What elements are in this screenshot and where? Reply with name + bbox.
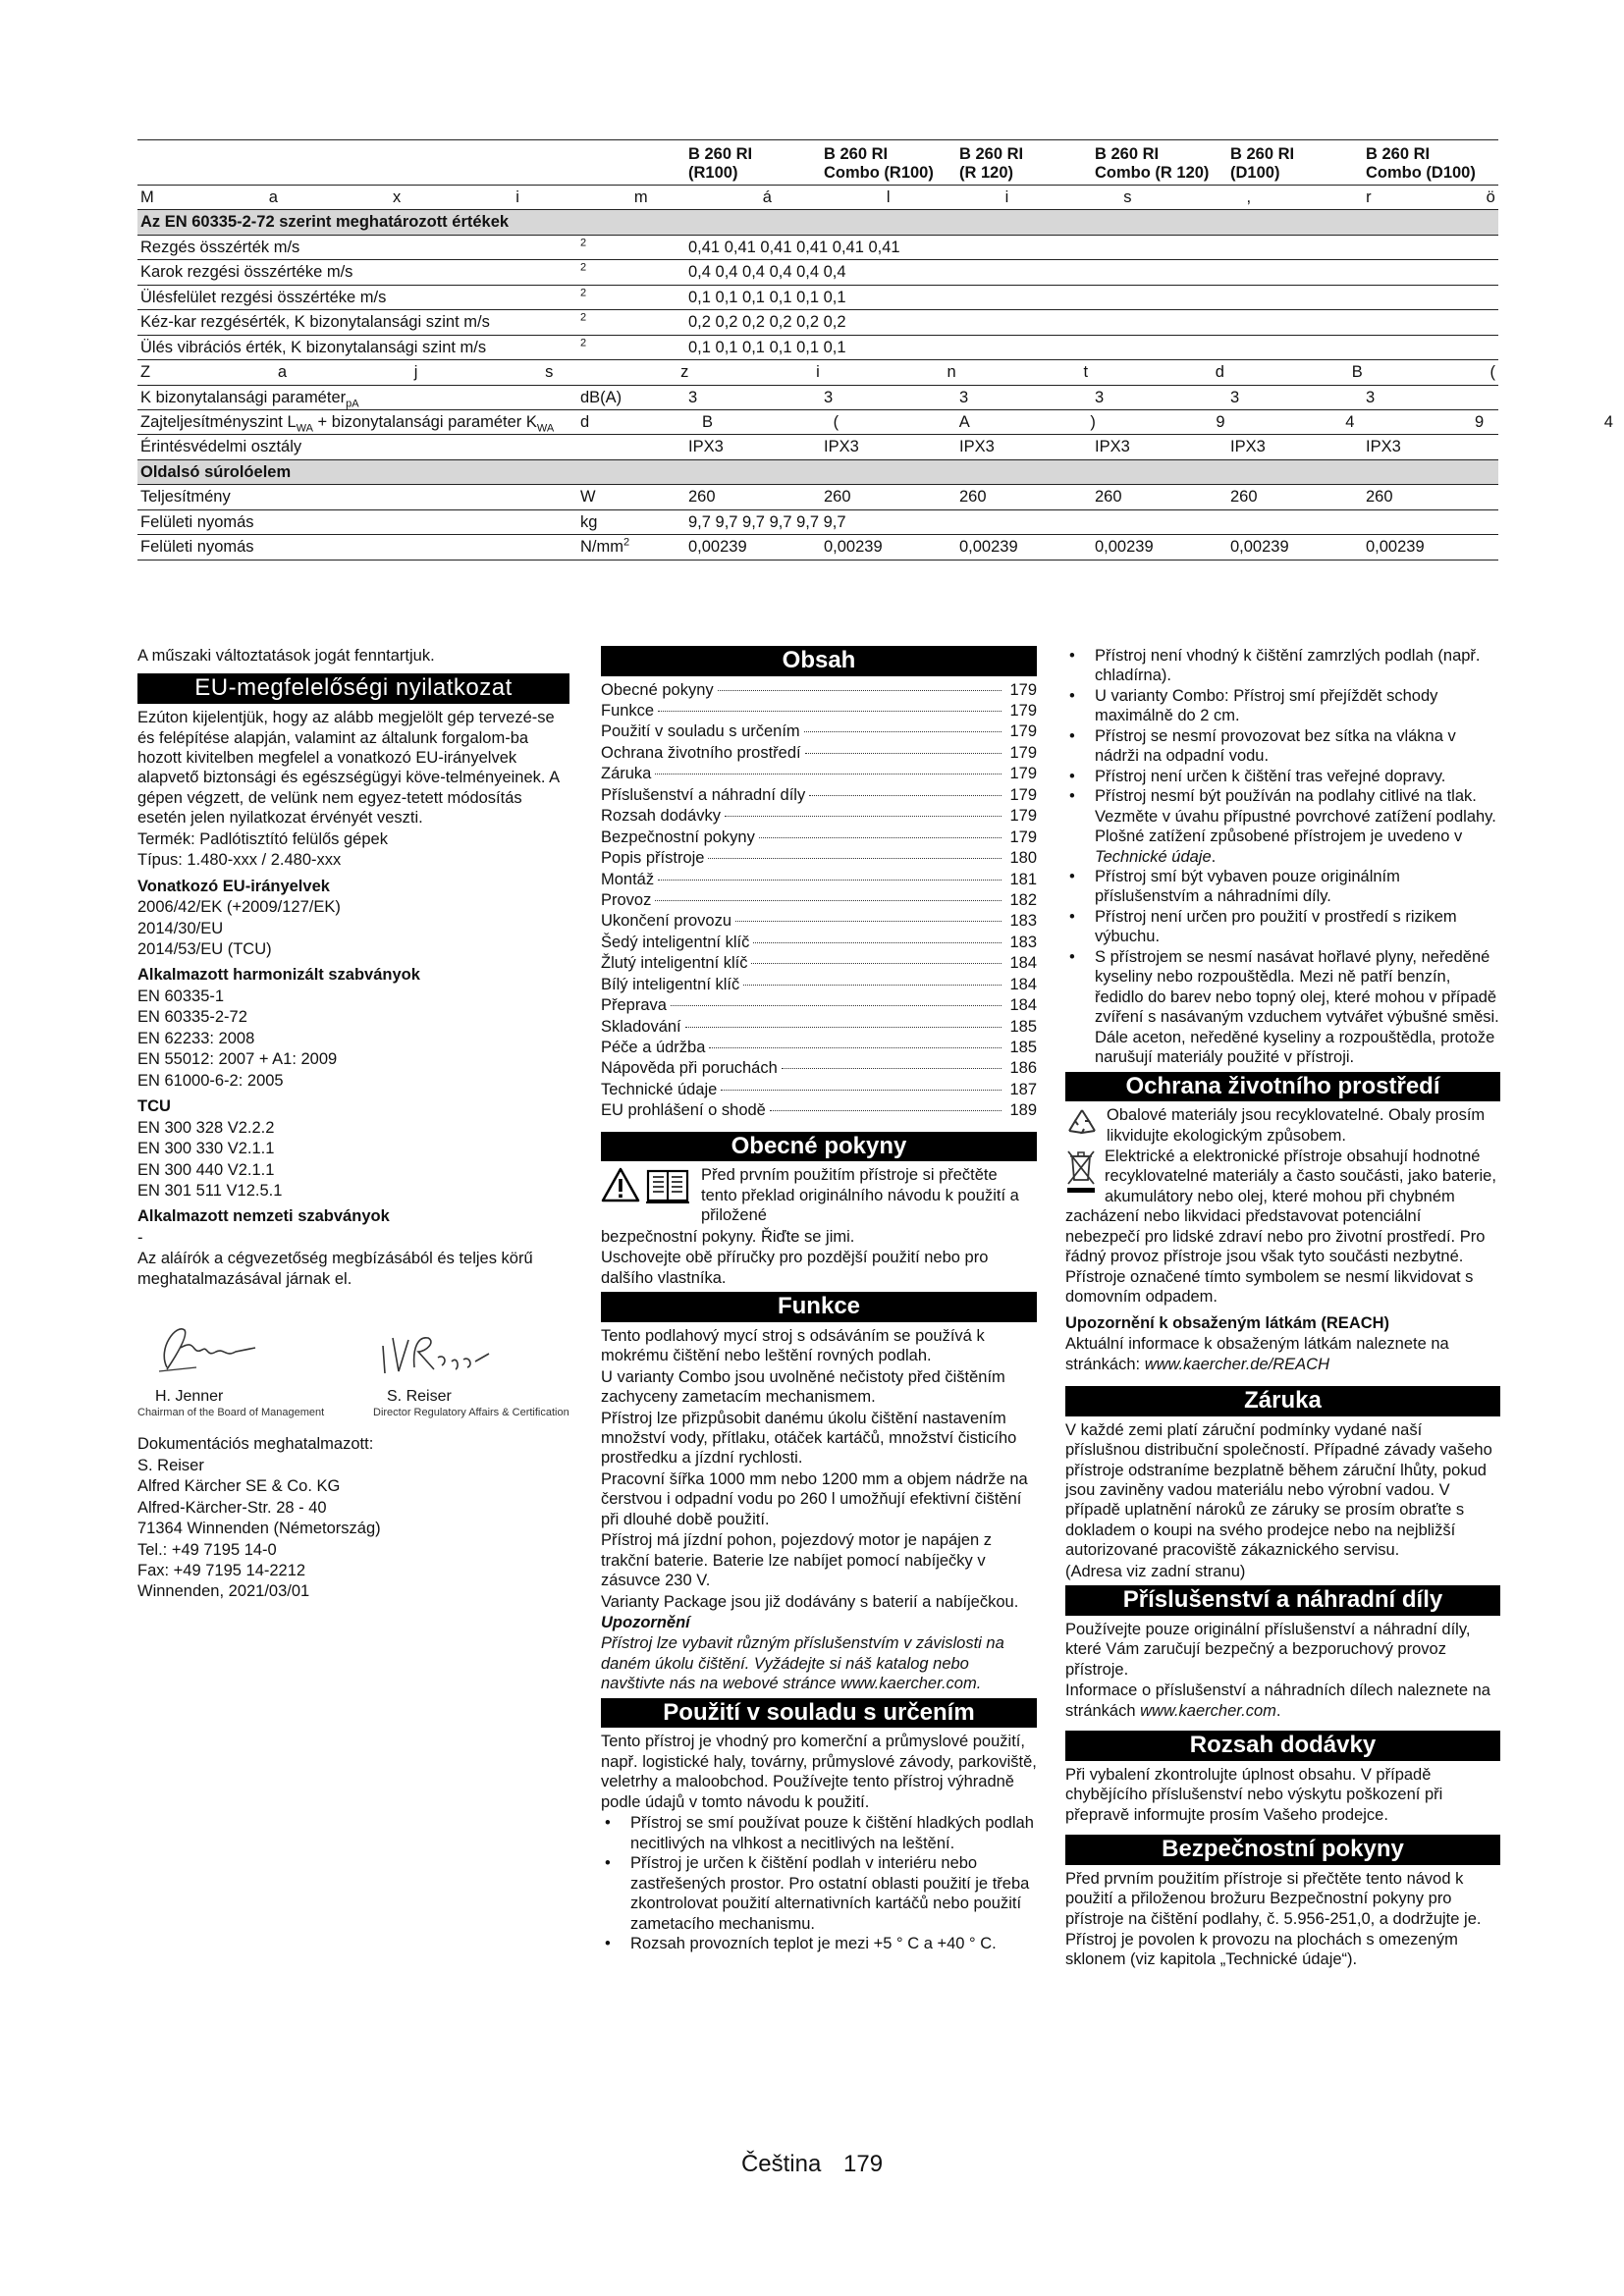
doc-rep-line: Winnenden, 2021/03/01	[137, 1582, 310, 1601]
accessories-text: Používejte pouze originální příslušenství a náhradní díly, které Vám zaručují bezpečný a bezporuchový provoz přístroje.	[1065, 1620, 1471, 1679]
spread-char: z	[680, 363, 689, 382]
toc-entry-page: 179	[1009, 702, 1037, 721]
spread-char: s	[1123, 187, 1132, 206]
declaration-intro: Ezúton kijelentjük, hogy az alább megjelölt gép tervezé-se és felépítése alapján, valamint az általunk forgalom-ba hozott kivitelben megfelel a vonatkozó EU-irányelvek alapvető biztonsági és egészségügyi köve-telményeinek. A gépen végzett, de velünk nem egyez-tetett módosítás esetén jelen nyilatkozat érvényét veszti.	[137, 709, 560, 828]
tcu-item: EN 300 330 V2.1.1	[137, 1140, 275, 1158]
toc-entry[interactable]	[601, 785, 1037, 806]
doc-rep-line: Fax: +49 7195 14-2212	[137, 1562, 306, 1579]
toc-entry-page: 184	[1009, 954, 1037, 973]
doc-rep-line: Tel.: +49 7195 14-0	[137, 1540, 277, 1559]
toc-entry[interactable]	[601, 890, 1037, 911]
toc-entry-title: Montáž	[601, 870, 655, 888]
directive-item: 2014/30/EU	[137, 919, 224, 937]
spec-header-col: B 260 RI (R 120)	[956, 140, 1092, 186]
spec-row: Kéz-kar rezgésérték, K bizonytalansági szint m/s $^2$ 0,2 0,2 0,2 0,2 0,2 0,2	[137, 310, 1498, 335]
tech-data-link[interactable]: Technické údaje	[1095, 847, 1212, 866]
toc-entry-title: Provoz	[601, 890, 652, 909]
directive-item: 2014/53/EU (TCU)	[137, 940, 272, 959]
reach-text: Aktuální informace k obsaženým látkám naleznete na stránkách: www.kaercher.de/REACH	[1065, 1335, 1449, 1373]
spec-header-col: B 260 RI Combo (R100)	[821, 140, 956, 186]
signatures-block	[137, 1318, 569, 1428]
toc-leader	[709, 1047, 1001, 1048]
toc-entry[interactable]	[601, 721, 1037, 742]
warranty-address: (Adresa viz zadní stranu)	[1065, 1562, 1246, 1580]
toc-leader	[751, 963, 1001, 964]
delivery-text: Při vybalení zkontrolujte úplnost obsahu. V případě chybějícího příslušenství nebo výskytu poškození při přepravě informujte prosím Vašeho prodejce.	[1065, 1765, 1443, 1824]
general-warning-cont: bezpečnostní pokyny. Řiďte se jimi.	[601, 1227, 855, 1246]
spread-char: M	[140, 187, 154, 206]
spec-table	[137, 139, 1613, 561]
spread-char: s	[545, 363, 554, 382]
spec-row: Karok rezgési összértéke m/s $^2$ 0,4 0,4 0,4 0,4 0,4 0,4	[137, 260, 1498, 285]
toc-entry[interactable]	[601, 1100, 1037, 1121]
toc-entry[interactable]	[601, 1080, 1037, 1100]
spread-char: 9	[1474, 413, 1485, 432]
directive-item: 2006/42/EK (+2009/127/EK)	[137, 898, 341, 917]
spec-header-col: B 260 RI Combo (R 120)	[1092, 140, 1227, 186]
toc-entry[interactable]	[601, 680, 1037, 701]
list-item: • Přístroj je určen k čištění podlah v interiéru nebo zastřešených prostor. Pro ostatní oblasti použití je třeba zkontrolovat použití alternativních kartáčů nebo použití zametacího mechanismu.	[601, 1853, 1037, 1934]
function-text: Tento podlahový mycí stroj s odsáváním se používá k mokrému čištění nebo leštění rovných podlah.	[601, 1326, 985, 1365]
signer-name: H. Jenner	[155, 1387, 224, 1405]
note-text: Přístroj lze vybavit různým příslušenstvím v závislosti na daném úkolu čištění. Vyžádejte si náš katalog nebo navštivte nás na webové stránce www.kaercher.com.	[601, 1634, 1004, 1693]
standard-item: EN 61000-6-2: 2005	[137, 1071, 284, 1090]
column-left	[137, 646, 569, 1603]
spec-row: Felületi nyomás kg 9,7 9,7 9,7 9,7 9,7 9,7	[137, 509, 1498, 534]
doc-rep-line: Alfred Kärcher SE & Co. KG	[137, 1477, 341, 1496]
function-text: Varianty Package jsou již dodávány s baterií a nabíječkou.	[601, 1592, 1019, 1611]
toc-entry[interactable]	[601, 828, 1037, 848]
toc-entry-page: 182	[1009, 890, 1037, 909]
spread-char: 4	[1603, 413, 1613, 432]
function-text: Pracovní šířka 1000 mm nebo 1200 mm a objem nádrže na čerstvou i odpadní vodu po 260 l umožňují efektivní čištění při dlouhé době použití.	[601, 1469, 1028, 1528]
toc-entry[interactable]	[601, 911, 1037, 932]
section-title-general: Obecné pokyny	[601, 1132, 1037, 1162]
product-line: Termék: Padlótisztító felülős gépek	[137, 829, 388, 848]
toc-entry-page: 179	[1009, 680, 1037, 699]
toc-leader	[721, 1090, 1001, 1091]
spread-char: d	[1215, 363, 1224, 382]
env-weee-text: Elektrické a elektronické přístroje obsahují hodnotné recyklovatelné materiály a často součásti, jako baterie, akumulátory nebo olej, které mohou při chybném zacházení nebo likvidaci představovat potenciální nebezpečí pro lidské zdraví nebo pro životní prostředí. Pro řádný provoz přístroje jsou však tyto součásti nezbytné. Přístroje označené tímto symbolem se nesmí likvidovat s domovním odpadem.	[1065, 1148, 1496, 1307]
toc-leader	[735, 921, 1001, 922]
spec-row: Rezgés összérték m/s $^2$ 0,41 0,41 0,41 0,41 0,41 0,41	[137, 235, 1498, 259]
spec-section-header: Oldalsó súrolóelem	[137, 459, 1498, 484]
list-item: • S přístrojem se nesmí nasávat hořlavé plyny, neředěné kyseliny nebo rozpouštědla. Mezi ně patří benzín, ředidlo do barev nebo topný olej, které mohou v případě zvíření s nasávaným vzduchem vytvářet výbušné směsi. Dále aceton, neředěné kyseliny a rozpouštědla, protože narušují materiály použité v přístroji.	[1065, 947, 1500, 1068]
toc-entry-page: 181	[1009, 870, 1037, 888]
spread-char: i	[816, 363, 820, 382]
spread-char: ,	[1246, 187, 1252, 206]
standards-title: Alkalmazott harmonizált szabványok	[137, 966, 420, 985]
standard-item: EN 55012: 2007 + A1: 2009	[137, 1050, 338, 1069]
spread-char: 4	[1345, 413, 1355, 432]
intended-use-list	[601, 1813, 1037, 1953]
disclaimer: A műszaki változtatások jogát fenntartjuk.	[137, 647, 435, 665]
toc-leader	[708, 858, 1001, 859]
list-item: • Rozsah provozních teplot je mezi +5 ° C a +40 ° C.	[601, 1934, 1037, 1953]
spread-char: m	[633, 187, 648, 206]
column-middle	[601, 646, 1037, 1953]
toc-entry-title: Rozsah dodávky	[601, 807, 721, 826]
toc-entry-page: 179	[1009, 722, 1037, 741]
section-title-delivery: Rozsah dodávky	[1065, 1731, 1500, 1761]
signers-note: Az aláírók a cégvezetőség megbízásából és teljes körű meghatalmazásával járnak el.	[137, 1250, 533, 1288]
toc-entry[interactable]	[601, 701, 1037, 721]
spread-char: á	[762, 187, 772, 206]
spec-header-col: B 260 RI Combo (D100)	[1363, 140, 1498, 186]
toc-entry[interactable]	[601, 848, 1037, 869]
toc-entry[interactable]	[601, 1038, 1037, 1058]
toc-leader	[809, 795, 1001, 796]
section-title-accessories: Příslušenství a náhradní díly	[1065, 1585, 1500, 1616]
toc-entry[interactable]	[601, 1017, 1037, 1038]
spec-row: Teljesítmény W 260 260 260 260 260 260	[137, 485, 1498, 509]
toc-leader	[770, 1110, 1001, 1111]
general-warning	[601, 1165, 1037, 1226]
intended-use-intro: Tento přístroj je vhodný pro komerční a průmyslové použití, např. logistické haly, továrny, průmyslové závody, parkoviště, veletrhy a maloobchod. Používejte tento přístroj výhradně podle údajů v tomto návodu k použití.	[601, 1733, 1037, 1811]
spread-char: x	[392, 187, 402, 206]
type-line: Típus: 1.480-xxx / 2.480-xxx	[137, 851, 342, 870]
spec-row-lwa: Zajteljesítményszint $L_{WA}$ + bizonytalansági paraméter $K_{WA}$ d B ( A ) 9 4 9 4	[137, 410, 1498, 435]
spread-char: A	[958, 413, 970, 432]
toc-entry-page: 187	[1009, 1080, 1037, 1098]
spread-char: (	[833, 413, 839, 432]
table-of-contents	[601, 680, 1037, 1122]
toc-entry-title: Nápověda při poruchách	[601, 1059, 778, 1078]
signature-scribble-icon	[137, 1318, 285, 1381]
doc-rep-line: S. Reiser	[137, 1456, 204, 1474]
directives-title: Vonatkozó EU-irányelvek	[137, 877, 330, 895]
list-item: • Přístroj není určen pro použití v prostředí s rizikem výbuchu.	[1065, 907, 1500, 947]
weee-bin-icon	[1065, 1148, 1097, 1194]
spec-row: Érintésvédelmi osztály IPX3 IPX3 IPX3 IPX3 IPX3 IPX3	[137, 435, 1498, 459]
toc-leader	[759, 837, 1001, 838]
toc-entry-title: EU prohlášení o shodě	[601, 1101, 766, 1120]
spec-section-header: Az EN 60335-2-72 szerint meghatározott értékek	[137, 210, 1498, 235]
toc-entry-title: Obecné pokyny	[601, 680, 714, 699]
spec-row: K bizonytalansági paraméter$_{pA}$ dB(A) 3 3 3 3 3 3	[137, 385, 1498, 409]
tcu-item: EN 301 511 V12.5.1	[137, 1182, 283, 1201]
toc-entry-title: Funkce	[601, 702, 655, 721]
spread-char: B	[702, 413, 714, 432]
standard-item: EN 60335-1	[137, 987, 225, 1005]
toc-entry-page: 180	[1009, 849, 1037, 868]
general-keep-text: Uschovejte obě příručky pro pozdější použití nebo pro dalšího vlastníka.	[601, 1249, 989, 1287]
signer-role: Director Regulatory Affairs & Certification	[373, 1406, 569, 1418]
list-item: • Přístroj se nesmí provozovat bez sítka na vlákna v nádrži na odpadní vodu.	[1065, 726, 1500, 767]
spread-char: a	[277, 363, 288, 382]
env-packaging-text: Obalové materiály jsou recyklovatelné. Obaly prosím likvidujte ekologickým způsobem.	[1107, 1106, 1486, 1145]
signature-scribble-icon	[373, 1318, 520, 1381]
toc-leader	[658, 880, 1001, 881]
standard-item: EN 60335-2-72	[137, 1008, 247, 1027]
section-title-environment: Ochrana životního prostředí	[1065, 1072, 1500, 1102]
spec-row-noise	[137, 360, 1498, 385]
warning-triangle-icon	[601, 1167, 640, 1202]
toc-leader	[725, 816, 1001, 817]
signer-role: Chairman of the Board of Management	[137, 1406, 325, 1418]
toc-leader	[753, 942, 1001, 943]
spread-char: i	[1004, 187, 1009, 206]
toc-entry[interactable]	[601, 870, 1037, 890]
spec-header-col: B 260 RI (D100)	[1227, 140, 1363, 186]
toc-entry-title: Příslušenství a náhradní díly	[601, 785, 806, 804]
section-title-eu-declaration: EU-megfelelőségi nyilatkozat	[137, 673, 569, 704]
toc-leader	[805, 753, 1001, 754]
spec-row: Ülésfelület rezgési összértéke m/s $^2$ 0,1 0,1 0,1 0,1 0,1 0,1	[137, 285, 1498, 309]
column-right	[1065, 646, 1500, 1971]
spread-char: l	[886, 187, 891, 206]
toc-leader	[743, 985, 1001, 986]
spread-text	[688, 412, 1613, 432]
toc-leader	[671, 1005, 1001, 1006]
toc-entry-page: 179	[1009, 765, 1037, 783]
tcu-item: EN 300 440 V2.1.1	[137, 1160, 275, 1179]
toc-entry-title: Bezpečnostní pokyny	[601, 828, 755, 846]
section-title-toc: Obsah	[601, 646, 1037, 676]
spec-header-row	[137, 140, 1498, 186]
manual-book-icon	[646, 1167, 689, 1204]
accessories-info: Informace o příslušenství a náhradních dílech naleznete na stránkách www.kaercher.com.	[1065, 1682, 1490, 1720]
doc-rep-line: Alfred-Kärcher-Str. 28 - 40	[137, 1498, 327, 1517]
spec-row: Felületi nyomás $N/mm^2$ 0,00239 0,00239 0,00239 0,00239 0,00239 0,00239	[137, 535, 1498, 560]
spread-char: t	[1083, 363, 1089, 382]
kaercher-link[interactable]: www.kaercher.com	[1140, 1701, 1276, 1720]
toc-entry[interactable]	[601, 743, 1037, 764]
toc-entry[interactable]	[601, 764, 1037, 784]
toc-leader	[685, 1027, 1001, 1028]
toc-entry-page: 185	[1009, 1039, 1037, 1057]
spread-text	[140, 187, 1495, 207]
toc-entry-title: Péče a údržba	[601, 1039, 706, 1057]
safety-text: Přístroj je povolen k provozu na plochách s omezeným sklonem (viz kapitola „Technické údaje“).	[1065, 1930, 1458, 1969]
signer-name: S. Reiser	[387, 1387, 452, 1405]
safety-text: Před prvním použitím přístroje si přečtěte tento návod k použití a přiloženou brožuru Bezpečnostní pokyny pro přístroje na čištění podlahy, č. 5.956-251,0, a dodržujte je.	[1065, 1869, 1482, 1928]
env-recycle-block	[1065, 1105, 1500, 1146]
toc-entry-page: 184	[1009, 996, 1037, 1015]
toc-entry-title: Bílý inteligentní klíč	[601, 975, 740, 993]
toc-entry[interactable]	[601, 995, 1037, 1016]
toc-entry[interactable]	[601, 806, 1037, 827]
page-number: 179	[843, 2151, 884, 2177]
toc-entry-title: Technické údaje	[601, 1080, 718, 1098]
footer-language: Čeština	[740, 2151, 822, 2177]
spread-char: ö	[1486, 187, 1495, 206]
section-title-warranty: Záruka	[1065, 1386, 1500, 1416]
spec-row: Ülés vibrációs érték, K bizonytalansági szint m/s $^2$ 0,1 0,1 0,1 0,1 0,1 0,1	[137, 335, 1498, 359]
toc-entry[interactable]	[601, 975, 1037, 995]
toc-entry-page: 179	[1009, 807, 1037, 826]
spread-char: (	[1489, 363, 1495, 382]
toc-entry-title: Skladování	[601, 1017, 681, 1036]
toc-leader	[718, 690, 1001, 691]
toc-entry-title: Ukončení provozu	[601, 912, 731, 931]
standard-item: EN 62233: 2008	[137, 1029, 255, 1047]
toc-entry[interactable]	[601, 1058, 1037, 1079]
signature-reiser	[373, 1318, 569, 1419]
national-standards-title: Alkalmazott nemzeti szabványok	[137, 1207, 390, 1226]
spread-char: )	[1090, 413, 1096, 432]
spread-char: a	[268, 187, 278, 206]
toc-leader	[658, 711, 1001, 712]
toc-entry-title: Šedý inteligentní klíč	[601, 933, 750, 951]
section-title-safety: Bezpečnostní pokyny	[1065, 1835, 1500, 1865]
spread-char: n	[947, 363, 956, 382]
reach-title: Upozornění k obsaženým látkám (REACH)	[1065, 1313, 1390, 1332]
reach-link[interactable]: www.kaercher.de/REACH	[1144, 1355, 1330, 1373]
toc-entry-title: Záruka	[601, 765, 652, 783]
spec-row-max	[137, 185, 1498, 209]
national-standards-dash: -	[137, 1228, 143, 1247]
list-item: • U varianty Combo: Přístroj smí přejíždět schody maximálně do 2 cm.	[1065, 686, 1500, 726]
env-weee-block	[1065, 1147, 1500, 1308]
spread-text	[140, 362, 1495, 382]
section-title-intended-use: Použití v souladu s určením	[601, 1698, 1037, 1729]
function-text: Přístroj má jízdní pohon, pojezdový motor je napájen z trakční baterie. Baterie lze nabíjet pomocí nabíječky v zásuvce 230 V.	[601, 1531, 993, 1590]
toc-leader	[655, 900, 1001, 901]
recycle-icon	[1065, 1107, 1099, 1137]
toc-entry-page: 185	[1009, 1017, 1037, 1036]
list-item: • Přístroj není vhodný k čištění zamrzlých podlah (např. chladírna).	[1065, 646, 1500, 686]
toc-entry-page: 179	[1009, 743, 1037, 762]
list-item: • Přístroj není určen k čištění tras veřejné dopravy.	[1065, 767, 1500, 786]
spec-header-col: B 260 RI (R100)	[685, 140, 821, 186]
note-title: Upozornění	[601, 1614, 690, 1632]
toc-entry-page: 189	[1009, 1101, 1037, 1120]
spread-char: i	[515, 187, 519, 206]
list-item: • Přístroj se smí používat pouze k čištění hladkých podlah necitlivých na vlhkost a necitlivých na leštění.	[601, 1813, 1037, 1853]
tcu-title: TCU	[137, 1097, 171, 1116]
toc-entry[interactable]	[601, 933, 1037, 953]
toc-leader	[782, 1068, 1001, 1069]
spread-char: B	[1351, 363, 1363, 382]
toc-entry-title: Ochrana životního prostředí	[601, 743, 801, 762]
list-item: • Přístroj smí být vybaven pouze originálním příslušenstvím a náhradními díly.	[1065, 867, 1500, 907]
spread-char: Z	[140, 363, 151, 382]
toc-entry-title: Přeprava	[601, 996, 667, 1015]
list-item: • Přístroj nesmí být používán na podlahy citlivé na tlak. Vezměte v úvahu přípustné povrchové zatížení podlahy. Plošné zatížení způsobené přístrojem je uvedeno v Technické údaje.	[1065, 786, 1500, 867]
signature-jenner	[137, 1318, 324, 1419]
toc-entry-page: 184	[1009, 975, 1037, 993]
toc-leader	[804, 731, 1001, 732]
doc-rep-line: 71364 Winnenden (Németország)	[137, 1520, 381, 1538]
toc-entry-title: Popis přístroje	[601, 849, 705, 868]
spread-char: j	[413, 363, 418, 382]
spread-char: 9	[1216, 413, 1225, 432]
spread-char: r	[1366, 187, 1372, 206]
function-text: Přístroj lze přizpůsobit danému úkolu čištění nastavením množství vody, přítlaku, otáček kartáčů, množství čisticího prostředku a jízdní rychlosti.	[601, 1409, 1017, 1468]
warranty-text: V každé zemi platí záruční podmínky vydané naší příslušnou distribuční společností. Případné závady vašeho přístroje odstraníme bezplatně během záruční lhůty, pokud jsou zaviněny vadou materiálu nebo výrobní vadou. V případě uplatnění nároků ze záruky se prosím obraťte s dokladem o koupi na svého prodejce nebo na nejbližší autorizované pracoviště zákaznického servisu.	[1065, 1420, 1492, 1560]
intended-use-list-cont	[1065, 646, 1500, 1068]
toc-entry-page: 183	[1009, 912, 1037, 931]
toc-entry-page: 179	[1009, 785, 1037, 804]
doc-rep-title: Dokumentációs meghatalmazott:	[137, 1435, 374, 1454]
toc-entry-page: 179	[1009, 828, 1037, 846]
toc-entry-page: 183	[1009, 933, 1037, 951]
page-footer	[0, 2150, 1624, 2179]
toc-entry[interactable]	[601, 953, 1037, 974]
function-text: U varianty Combo jsou uvolněné nečistoty před čištěním zachyceny zametacím mechanismem.	[601, 1367, 1005, 1407]
toc-entry-title: Použití v souladu s určením	[601, 722, 800, 741]
general-warning-text: Před prvním použitím přístroje si přečtěte tento překlad originálního návodu k použití a přiložené	[701, 1166, 1019, 1225]
toc-entry-title: Žlutý inteligentní klíč	[601, 954, 748, 973]
toc-entry-page: 186	[1009, 1059, 1037, 1078]
tcu-item: EN 300 328 V2.2.2	[137, 1118, 275, 1137]
section-title-function: Funkce	[601, 1292, 1037, 1322]
